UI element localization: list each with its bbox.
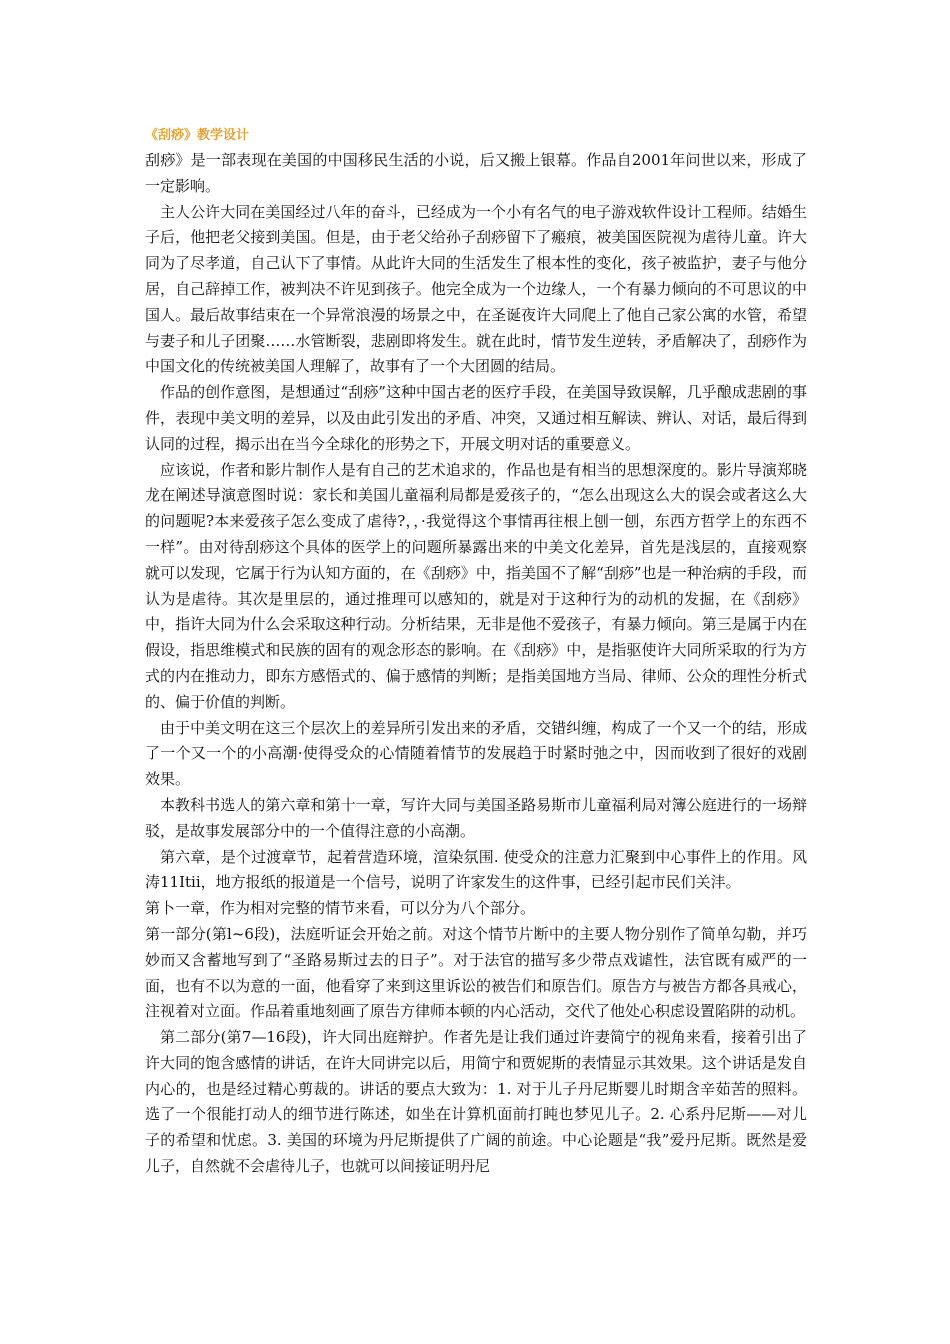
- body-paragraph: 应该说，作者和影片制作人是有自己的艺术追求的，作品也是有相当的思想深度的。影片导演郑晓龙在阐述导演意图时说：家长和美国儿童福利局都是爱孩子的，“怎么出现这么大的误会或者这么大的问题呢?本来爱孩子怎么变成了虐待?，，·我觉得这个事情再往根上刨一刨，东西方哲学上的东西不一样”。由对待刮痧这个具体的医学上的问题所暴露出来的中美文化差异，首先是浅层的，直接观察就可以发现，它属于行为认知方面的，在《刮痧》中，指美国不了解“刮痧”也是一种治病的手段，而认为是虐待。其次是里层的，通过推理可以感知的，就是对于这种行为的动机的发掘，在《刮痧》中，指许大同为什么会采取这种行动。分析结果，无非是他不爱孩子，有暴力倾向。第三是属于内在假设，指思维模式和民族的固有的观念形态的影响。在《刮痧》中，是指驱使许大同所采取的行为方式的内在推动力，即东方感悟式的、偏于感情的判断；是指美国地方当局、律师、公众的理性分析式的、偏于价值的判断。: [145, 460, 807, 711]
- document-page: [145, 124, 807, 1180]
- body-paragraph: 由于中美文明在这三个层次上的差异所引发出来的矛盾，交错纠缠，构成了一个又一个的结，形成了一个又一个的小高潮·使得受众的心情随着情节的发展趋于时紧时弛之中，因而收到了很好的戏剧效果。: [145, 718, 807, 789]
- body-paragraph: 第二部分(第7—16段)，许大同出庭辩护。作者先是让我们通过许妻简宁的视角来看，接着引出了许大同的饱含感情的讲话，在许大同讲完以后，用简宁和贾妮斯的表情显示其效果。这个讲话是发自内心的，也是经过精心剪裁的。讲话的要点大致为：1. 对于儿子丹尼斯婴儿时期含辛茹苦的照料。选了一个很能打动人的细节进行陈述，如坐在计算机面前打盹也梦见儿子。2. 心系丹尼斯——对儿子的希望和忧虑。3. 美国的环境为丹尼斯提供了广阔的前途。中心论题是“我”爱丹尼斯。既然是爱儿子，自然就不会虐待儿子，也就可以间接证明丹尼: [145, 1028, 807, 1176]
- body-paragraph: 第卜一章，作为相对完整的情节来看，可以分为八个部分。: [145, 899, 536, 918]
- body-paragraph: 第一部分(第l~6段)，法庭听证会开始之前。对这个情节片断中的主要人物分别作了简单勾勒，并巧妙而又含蓄地写到了“圣路易斯过去的日子”。对于法官的描写多少带点戏谑性，法官既有威严的一面，也有不以为意的一面，他看穿了来到这里诉讼的被告们和原告们。原告方与被告方都各具戒心，注视着对立面。作品着重地刻画了原告方律师本顿的内心活动，交代了他处心积虑设置陷阱的动机。: [145, 924, 807, 1021]
- body-paragraph: 作品的创作意图，是想通过“刮痧”这种中国古老的医疗手段，在美国导致误解，几乎酿成悲剧的事件，表现中美文明的差异，以及由此引发出的矛盾、冲突，又通过相互解读、辨认、对话，最后得到认同的过程，揭示出在当今全球化的形势之下，开展文明对话的重要意义。: [145, 383, 807, 453]
- body-paragraph: 第六章，是个过渡章节，起着营造环境，渲染氛围. 使受众的注意力汇聚到中心事件上的作用。风涛11Itii，地方报纸的报道是一个信号，说明了许家发生的这件事，已经引起市民们关沣。: [145, 847, 807, 892]
- document-title: 《刮痧》教学设计: [145, 128, 250, 143]
- body-paragraph: 主人公许大同在美国经过八年的奋斗，已经成为一个小有名气的电子游戏软件设计工程师。结婚生子后，他把老父接到美国。但是，由于老父给孙子刮痧留下了瘢痕，被美国医院视为虐待儿童。许大同为了尽孝道，自己认下了事情。从此许大同的生活发生了根本性的变化，孩子被监护，妻子与他分居，自己辞掉工作，被判决不许见到孩子。他完全成为一个边缘人，一个有暴力倾向的不可思议的中国人。最后故事结束在一个异常浪漫的场景之中，在圣诞夜许大同爬上了他自己家公寓的水管，希望与妻子和儿子团聚……水管断裂，悲剧即将发生。就在此时，情节发生逆转，矛盾解决了，刮痧作为中国文化的传统被美国人理解了，故事有了一个大团圆的结局。: [145, 202, 807, 376]
- body-paragraph: 刮痧》是一部表现在美国的中国移民生活的小说，后又搬上银幕。作品自2001年问世以来，形成了一定影响。: [145, 151, 807, 195]
- body-paragraph: 本教科书选人的第六章和第十一章，写许大同与美国圣路易斯市儿童福利局对簿公庭进行的一场辩驳，是故事发展部分中的一个值得注意的小高潮。: [145, 795, 807, 840]
- document-body: [145, 148, 807, 1180]
